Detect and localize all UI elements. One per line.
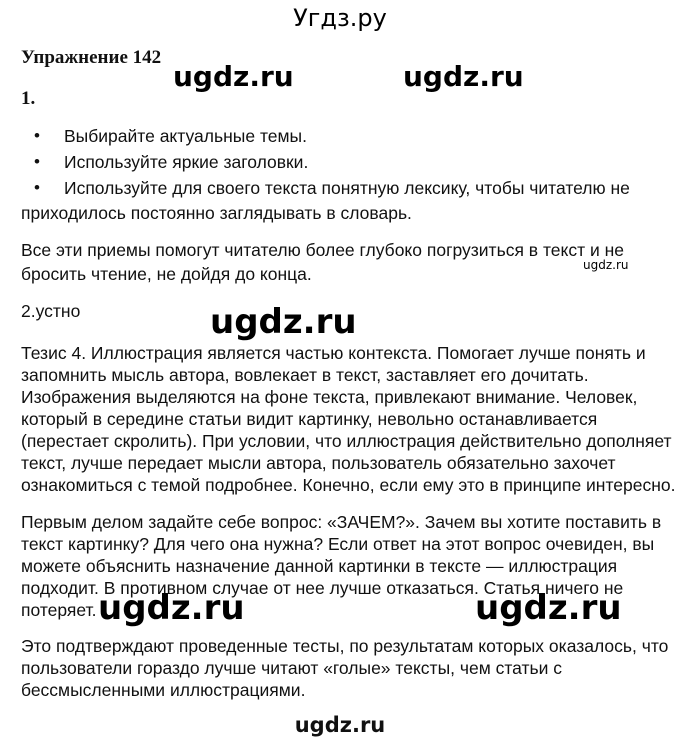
thesis-line: ознакомиться с темой подробнее. Конечно, если ему это в принципе интересно. [21,475,676,495]
summary-line: бросить чтение, не дойдя до конца. [21,264,312,284]
bullet-item: Используйте для своего текста понятную лексику, чтобы читателю не [64,178,630,198]
bullet-item: Используйте яркие заголовки. [64,152,309,172]
thesis-line: (перестает скролить). При условии, что иллюстрация действительно дополняет [21,431,672,451]
item2-label: 2.устно [21,301,81,321]
thesis-line: который в середине статьи видит картинку, невольно останавливается [21,409,598,429]
thesis-line: Тезис 4. Иллюстрация является частью контекста. Помогает лучше понять и [21,343,646,363]
exercise-title: Упражнение 142 [21,47,162,68]
bullet-dot: • [34,178,40,197]
item1-label: 1. [21,88,36,109]
bullet-item: Выбирайте актуальные темы. [64,126,307,146]
bottom-watermark: ugdz.ru [294,713,386,737]
watermark: ugdz.ru [403,60,524,93]
watermark: ugdz.ru [475,588,622,628]
thesis-line: текст, лучше передает мысли автора, пользователь обязательно захочет [21,453,616,473]
thesis-line: Изображения выделяются на фоне текста, привлекают внимание. Человек, [21,387,638,407]
watermark: ugdz.ru [583,258,629,272]
thesis-line: запомнить мысль автора, вовлекает в текст, заставляет его дочитать. [21,365,589,385]
bullet-continuation: приходилось постоянно заглядывать в словарь. [21,203,412,223]
site-title: Угдз.ру [293,4,387,32]
watermark: ugdz.ru [173,60,294,93]
bullet-dot: • [34,126,40,145]
paragraph-line: потеряет. [21,600,97,620]
paragraph-line: бессмысленными иллюстрациями. [21,680,306,700]
paragraph-line: пользователи гораздо лучше читают «голые» тексты, чем статьи с [21,658,563,678]
bullet-dot: • [34,152,40,171]
paragraph-line: подходит. В противном случае от нее лучше отказаться. Статья ничего не [21,578,624,598]
watermark: ugdz.ru [210,302,357,342]
summary-line: Все эти приемы помогут читателю более глубоко погрузиться в текст и не [21,240,625,260]
paragraph-line: можете объяснить назначение данной картинки в тексте — иллюстрация [21,556,618,576]
watermark: ugdz.ru [98,588,245,628]
paragraph-line: текст картинку? Для чего она нужна? Если ответ на этот вопрос очевиден, вы [21,534,655,554]
paragraph-line: Это подтверждают проведенные тесты, по результатам которых оказалось, что [21,636,669,656]
paragraph-line: Первым делом задайте себе вопрос: «ЗАЧЕМ?». Зачем вы хотите поставить в [21,512,662,532]
